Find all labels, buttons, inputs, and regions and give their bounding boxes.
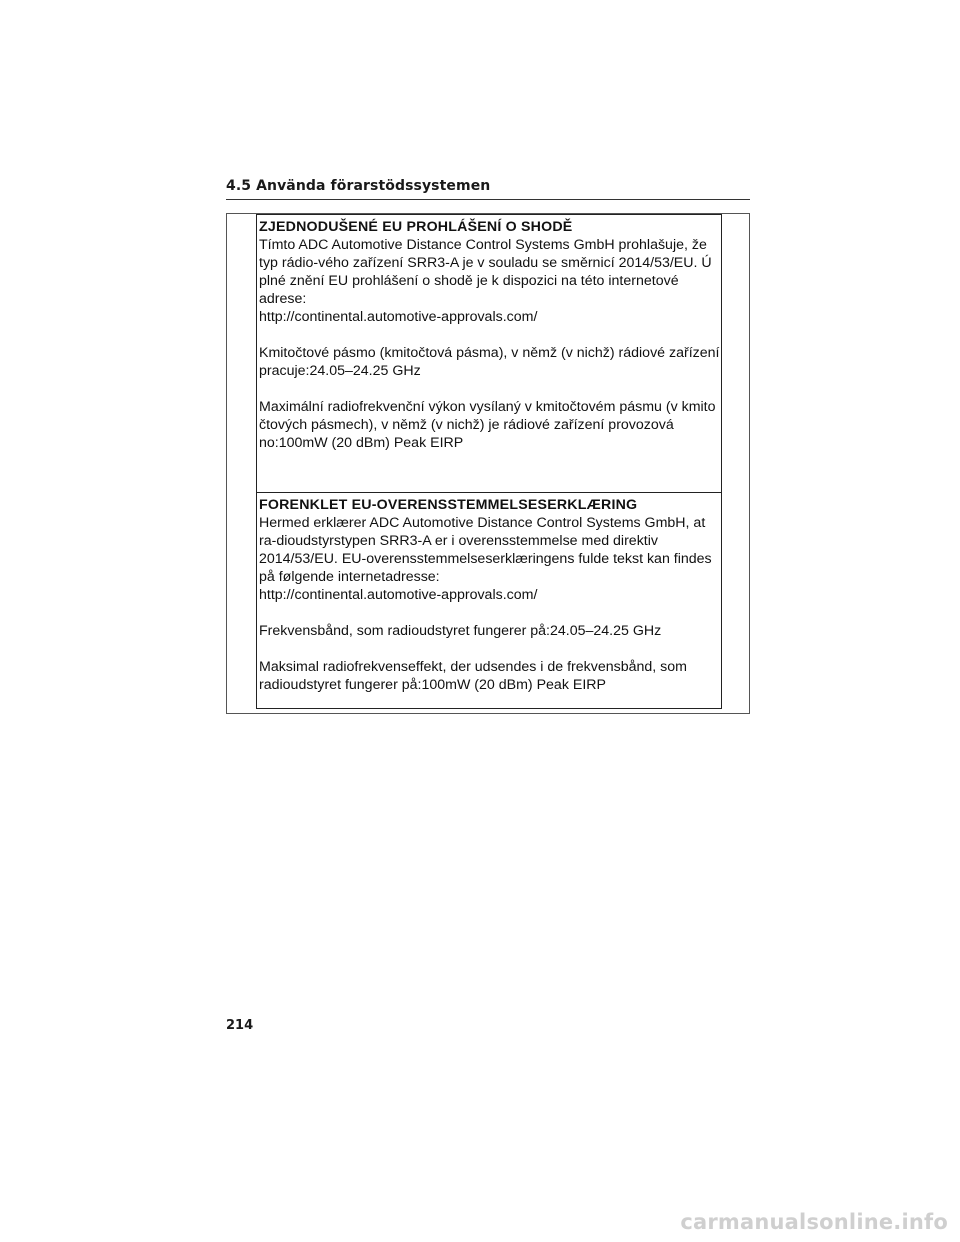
dk-intro-line: Hermed erklærer ADC Automotive Distance Control Systems GmbH, at bbox=[259, 515, 706, 531]
cz-declaration-box bbox=[256, 214, 722, 493]
cz-power-line: Maximální radiofrekvenční výkon vysílaný v kmitočtovém pásmu (v kmito bbox=[259, 399, 716, 415]
section-title: 4.5 Använda förarstödssystemen bbox=[226, 178, 491, 194]
cz-power-line: no:100mW (20 dBm) Peak EIRP bbox=[259, 435, 464, 451]
dk-intro-line: 2014/53/EU. EU-overensstemmelseserklæringens fulde tekst kan findes bbox=[259, 551, 712, 567]
dk-frequency-line: Frekvensbånd, som radioudstyret fungerer på:24.05–24.25 GHz bbox=[259, 623, 662, 639]
dk-frequency-paragraph bbox=[259, 622, 721, 640]
cz-intro-line: plné znění EU prohlášení o shodě je k dispozici na této internetové bbox=[259, 273, 679, 289]
watermark: carmanualsonline.info bbox=[680, 1210, 948, 1234]
cz-intro-line: typ rádio-vého zařízení SRR3-A je v souladu se směrnicí 2014/53/EU. Ú bbox=[259, 255, 712, 271]
dk-declaration-box bbox=[256, 492, 722, 709]
dk-power-line: radioudstyret fungerer på:100mW (20 dBm) Peak EIRP bbox=[259, 677, 606, 693]
dk-power-paragraph bbox=[259, 658, 721, 694]
dk-intro-line: på følgende internetadresse: bbox=[259, 569, 440, 585]
cz-frequency-line: Kmitočtové pásmo (kmitočtová pásma), v němž (v nichž) rádiové zařízení bbox=[259, 345, 720, 361]
dk-intro-paragraph bbox=[259, 514, 721, 604]
cz-intro-paragraph bbox=[259, 236, 721, 326]
cz-url-line: http://continental.automotive-approvals.com/ bbox=[259, 309, 538, 325]
cz-declaration-title: ZJEDNODUŠENÉ EU PROHLÁŠENÍ O SHODĚ bbox=[259, 219, 573, 235]
dk-intro-line: ra-dioudstyrstypen SRR3-A er i overensstemmelse med direktiv bbox=[259, 533, 658, 549]
cz-frequency-paragraph bbox=[259, 344, 721, 380]
cz-intro-line: Tímto ADC Automotive Distance Control Systems GmbH prohlašuje, že bbox=[259, 237, 707, 253]
cz-power-paragraph bbox=[259, 398, 721, 452]
dk-declaration-title: FORENKLET EU-OVERENSSTEMMELSESERKLÆRING bbox=[259, 497, 638, 513]
dk-power-line: Maksimal radiofrekvenseffekt, der udsendes i de frekvensbånd, som bbox=[259, 659, 687, 675]
page-number: 214 bbox=[226, 1018, 254, 1033]
cz-intro-line: adrese: bbox=[259, 291, 307, 307]
header-rule bbox=[226, 199, 750, 200]
cz-frequency-line: pracuje:24.05–24.25 GHz bbox=[259, 363, 421, 379]
dk-url-line: http://continental.automotive-approvals.com/ bbox=[259, 587, 538, 603]
cz-power-line: čtových pásmech), v němž (v nichž) je rádiové zařízení provozová bbox=[259, 417, 674, 433]
